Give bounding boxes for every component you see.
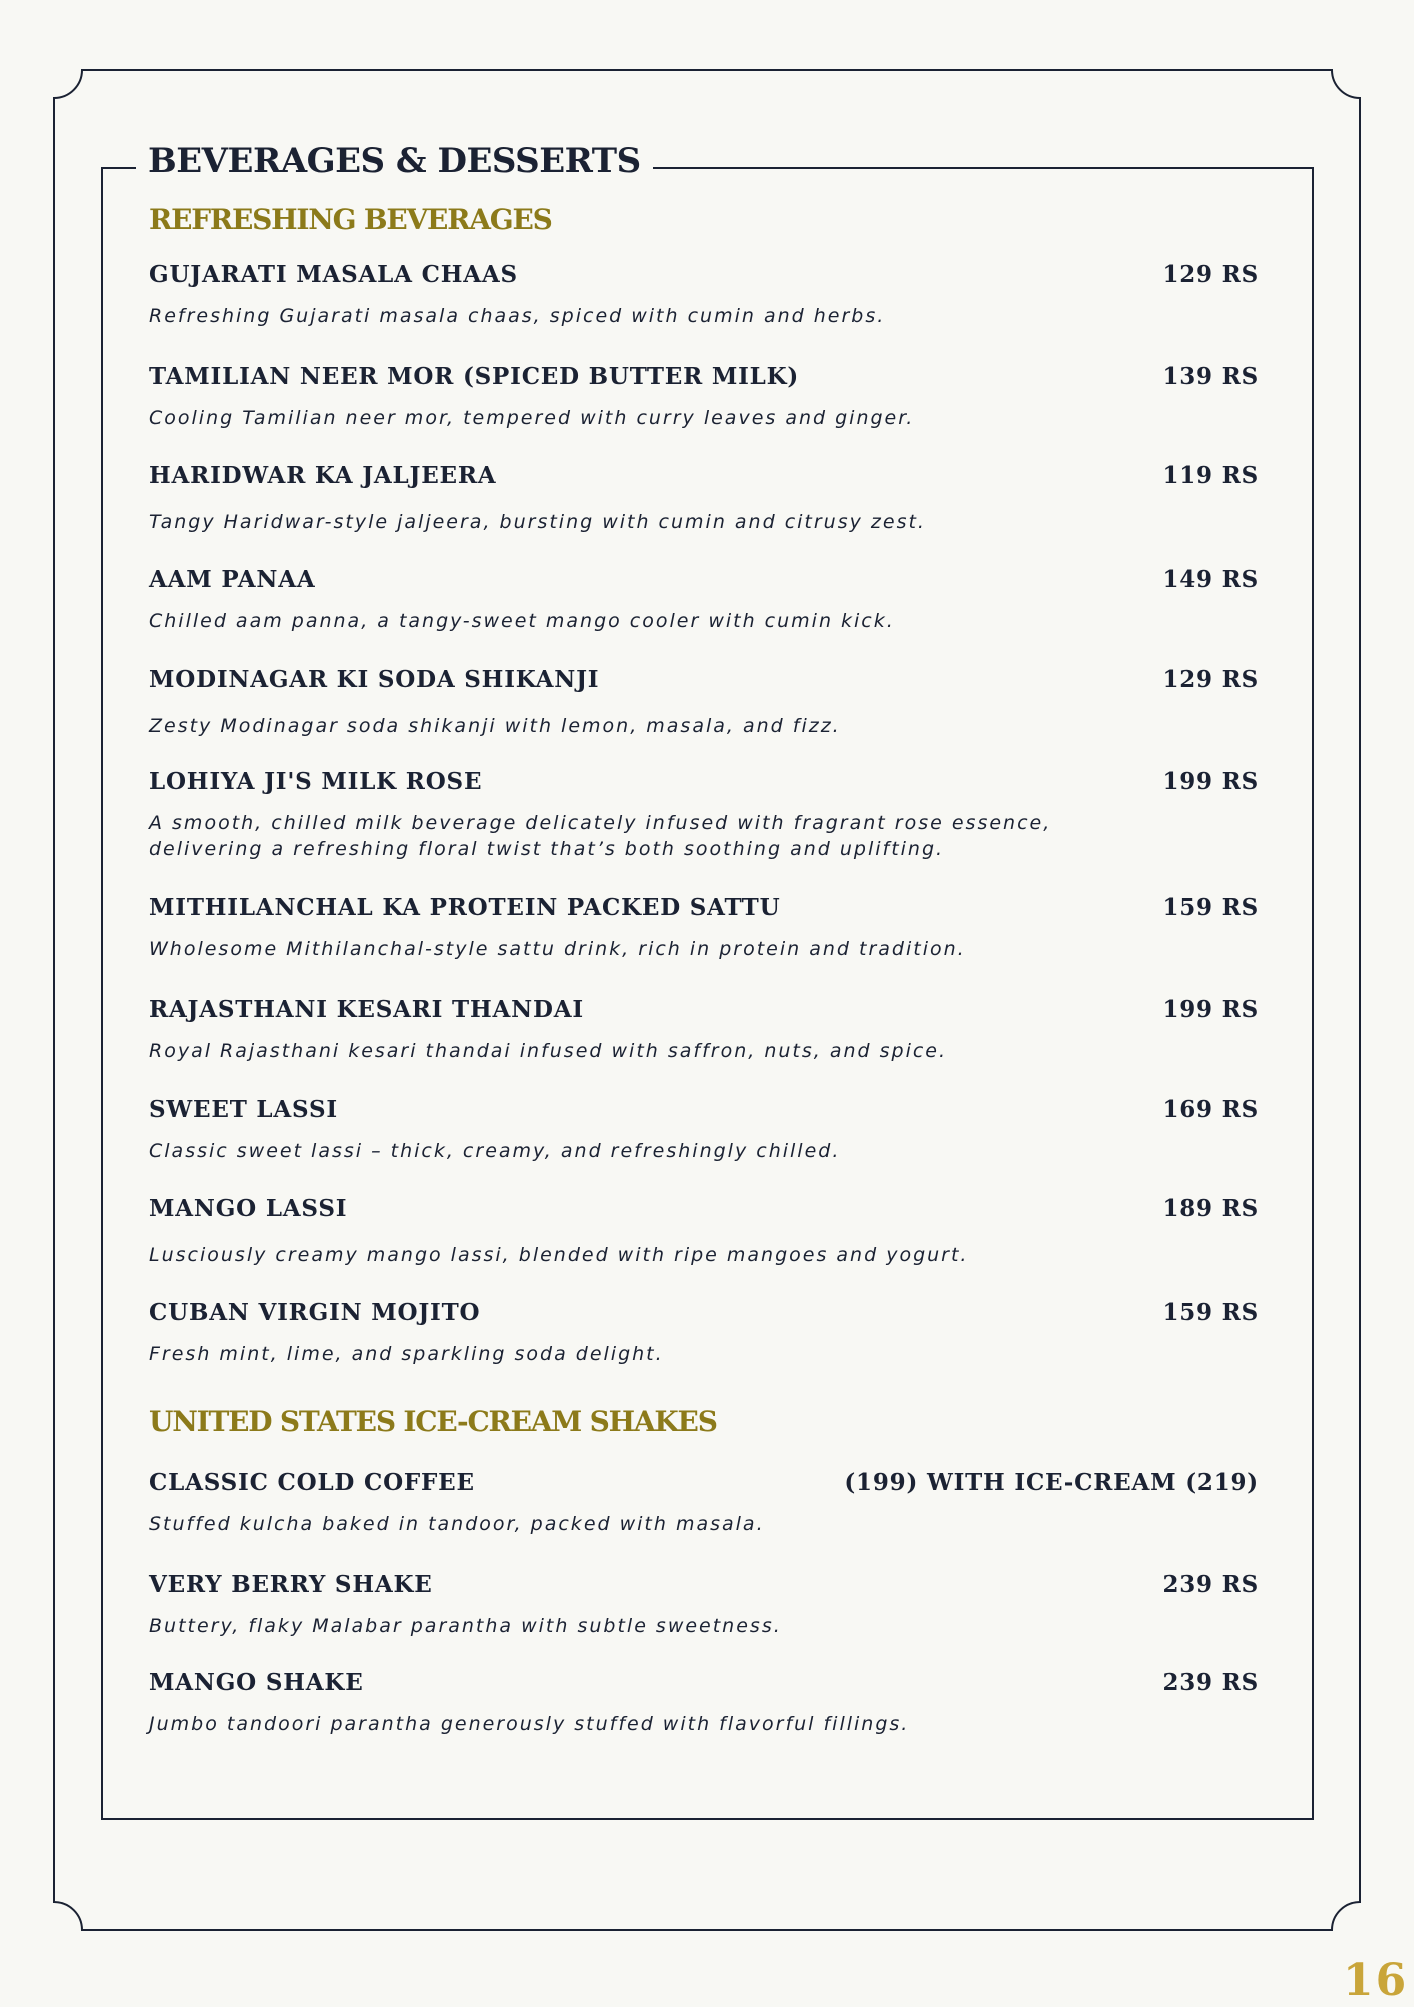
- item-description: Buttery, flaky Malabar parantha with subtle sweetness.: [149, 1615, 782, 1637]
- item-price: 199 RS: [1162, 996, 1259, 1023]
- item-name: MITHILANCHAL KA PROTEIN PACKED SATTU: [149, 894, 781, 921]
- item-description: A smooth, chilled milk beverage delicately infused with fragrant rose essence, delivering a refreshing floral twist that’s both soothing and uplifting.: [149, 812, 1052, 860]
- item-price: 159 RS: [1162, 894, 1259, 921]
- item-description: Zesty Modinagar soda shikanji with lemon, masala, and fizz.: [149, 715, 841, 737]
- item-price: 199 RS: [1162, 768, 1259, 795]
- item-name: CUBAN VIRGIN MOJITO: [149, 1299, 481, 1326]
- item-description: Stuffed kulcha baked in tandoor, packed with masala.: [149, 1513, 765, 1535]
- item-price: 119 RS: [1162, 462, 1259, 489]
- item-name: MANGO SHAKE: [149, 1669, 364, 1696]
- item-name: CLASSIC COLD COFFEE: [149, 1469, 475, 1496]
- item-price: 169 RS: [1162, 1096, 1259, 1123]
- item-description: Royal Rajasthani kesari thandai infused with saffron, nuts, and spice.: [149, 1040, 948, 1062]
- item-description: Lusciously creamy mango lassi, blended with ripe mangoes and yogurt.: [149, 1244, 969, 1266]
- item-price: 159 RS: [1162, 1299, 1259, 1326]
- item-description: Tangy Haridwar-style jaljeera, bursting with cumin and citrusy zest.: [149, 511, 926, 533]
- item-name: AAM PANAA: [149, 566, 316, 593]
- item-description: Jumbo tandoori parantha generously stuffed with flavorful fillings.: [149, 1713, 910, 1735]
- item-price: 149 RS: [1162, 566, 1259, 593]
- item-name: TAMILIAN NEER MOR (SPICED BUTTER MILK): [149, 363, 800, 390]
- item-price: 129 RS: [1162, 261, 1259, 288]
- page-title: BEVERAGES & DESSERTS: [136, 138, 653, 184]
- item-price: 189 RS: [1162, 1195, 1259, 1222]
- item-name: SWEET LASSI: [149, 1096, 338, 1123]
- item-description: Fresh mint, lime, and sparkling soda delight.: [149, 1343, 664, 1365]
- section-title-refreshing-beverages: REFRESHING BEVERAGES: [149, 203, 552, 236]
- item-description: Classic sweet lassi – thick, creamy, and refreshingly chilled.: [149, 1140, 841, 1162]
- item-name: LOHIYA JI'S MILK ROSE: [149, 768, 483, 795]
- item-name: GUJARATI MASALA CHAAS: [149, 261, 518, 288]
- item-name: RAJASTHANI KESARI THANDAI: [149, 996, 584, 1023]
- item-price: 129 RS: [1162, 666, 1259, 693]
- item-description: Wholesome Mithilanchal-style sattu drink, rich in protein and tradition.: [149, 938, 966, 960]
- item-name: MODINAGAR KI SODA SHIKANJI: [149, 666, 600, 693]
- item-name: MANGO LASSI: [149, 1195, 348, 1222]
- item-price: (199) WITH ICE-CREAM (219): [844, 1469, 1259, 1496]
- item-price: 239 RS: [1162, 1669, 1259, 1696]
- item-price: 239 RS: [1162, 1571, 1259, 1598]
- item-price: 139 RS: [1162, 363, 1259, 390]
- item-name: HARIDWAR KA JALJEERA: [149, 462, 497, 489]
- section-title-ice-cream-shakes: UNITED STATES ICE-CREAM SHAKES: [149, 1405, 717, 1438]
- item-name: VERY BERRY SHAKE: [149, 1571, 433, 1598]
- page-number: 16: [1343, 1955, 1409, 2006]
- item-description: Chilled aam panna, a tangy-sweet mango cooler with cumin kick.: [149, 610, 895, 632]
- item-description: Refreshing Gujarati masala chaas, spiced with cumin and herbs.: [149, 305, 886, 327]
- item-description: Cooling Tamilian neer mor, tempered with curry leaves and ginger.: [149, 407, 915, 429]
